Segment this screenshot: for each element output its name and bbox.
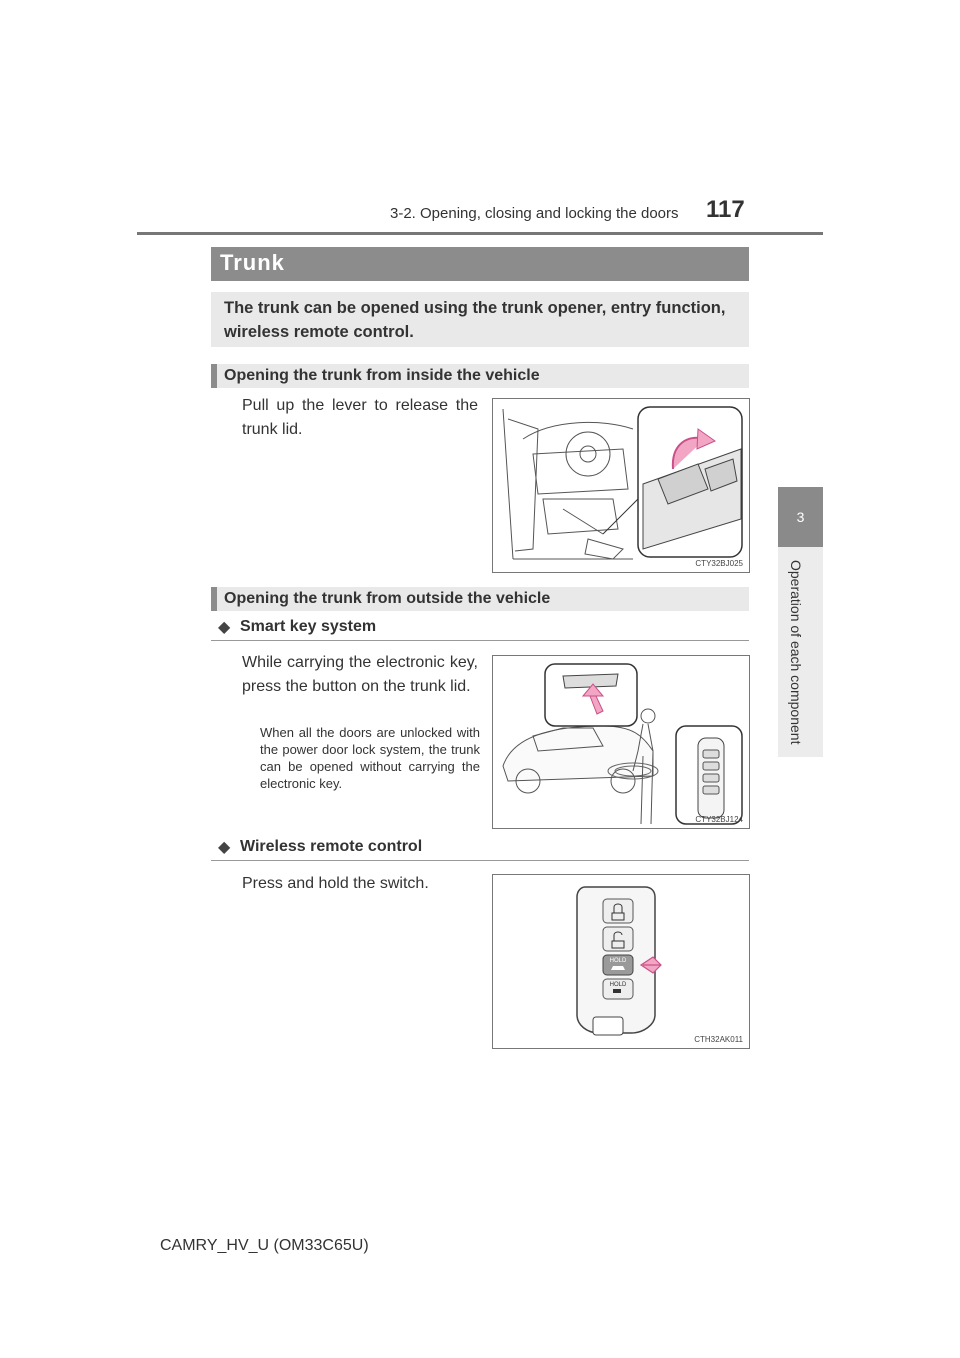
smart-key-instruction: While carrying the electronic key, press the button on the trunk lid. bbox=[242, 654, 478, 695]
footer-model-code: CAMRY_HV_U (OM33C65U) bbox=[160, 1237, 369, 1254]
running-header-section: 3-2. Opening, closing and locking the doors bbox=[390, 205, 679, 222]
subheading-outside: Opening the trunk from outside the vehicle bbox=[224, 590, 551, 607]
diamond-bullet-icon: ◆ bbox=[218, 839, 231, 856]
subheading-accent bbox=[211, 587, 217, 611]
figure-code: CTY32BJ025 bbox=[695, 559, 743, 568]
hold-label-panic: HOLD bbox=[609, 982, 627, 988]
smart-key-illustration bbox=[493, 656, 749, 828]
figure-code: CTH32AK011 bbox=[694, 1035, 743, 1044]
figure-interior-lever bbox=[492, 398, 750, 573]
page-number: 117 bbox=[706, 196, 745, 223]
diamond-bullet-icon: ◆ bbox=[218, 619, 231, 636]
bullet-smart-key: Smart key system bbox=[240, 618, 377, 635]
intro-text: The trunk can be opened using the trunk opener, entry function, wireless remote control. bbox=[224, 299, 726, 341]
hold-label-trunk: HOLD bbox=[609, 958, 627, 964]
subheading-inside: Opening the trunk from inside the vehicle bbox=[224, 367, 540, 384]
chapter-tab-title: Operation of each component bbox=[788, 560, 804, 745]
bullet-wireless: Wireless remote control bbox=[240, 838, 423, 855]
chapter-tab-number[interactable]: 3 bbox=[778, 487, 823, 547]
interior-lever-illustration bbox=[493, 399, 749, 572]
header-rule bbox=[137, 232, 823, 235]
figure-code: CTY32BJ124 bbox=[695, 815, 743, 824]
page-title: Trunk bbox=[220, 250, 285, 275]
bullet-rule bbox=[211, 640, 749, 641]
bullet-rule bbox=[211, 860, 749, 861]
wireless-instruction: Press and hold the switch. bbox=[242, 875, 429, 892]
inside-instruction: Pull up the lever to release the trunk lid. bbox=[242, 397, 478, 438]
smart-key-note: When all the doors are unlocked with the power door lock system, the trunk can be opened without carrying the electronic key. bbox=[260, 725, 480, 791]
subheading-accent bbox=[211, 364, 217, 388]
figure-wireless-remote bbox=[492, 874, 750, 1049]
title-bar bbox=[211, 247, 749, 281]
wireless-remote-illustration bbox=[493, 875, 749, 1048]
figure-smart-key bbox=[492, 655, 750, 829]
